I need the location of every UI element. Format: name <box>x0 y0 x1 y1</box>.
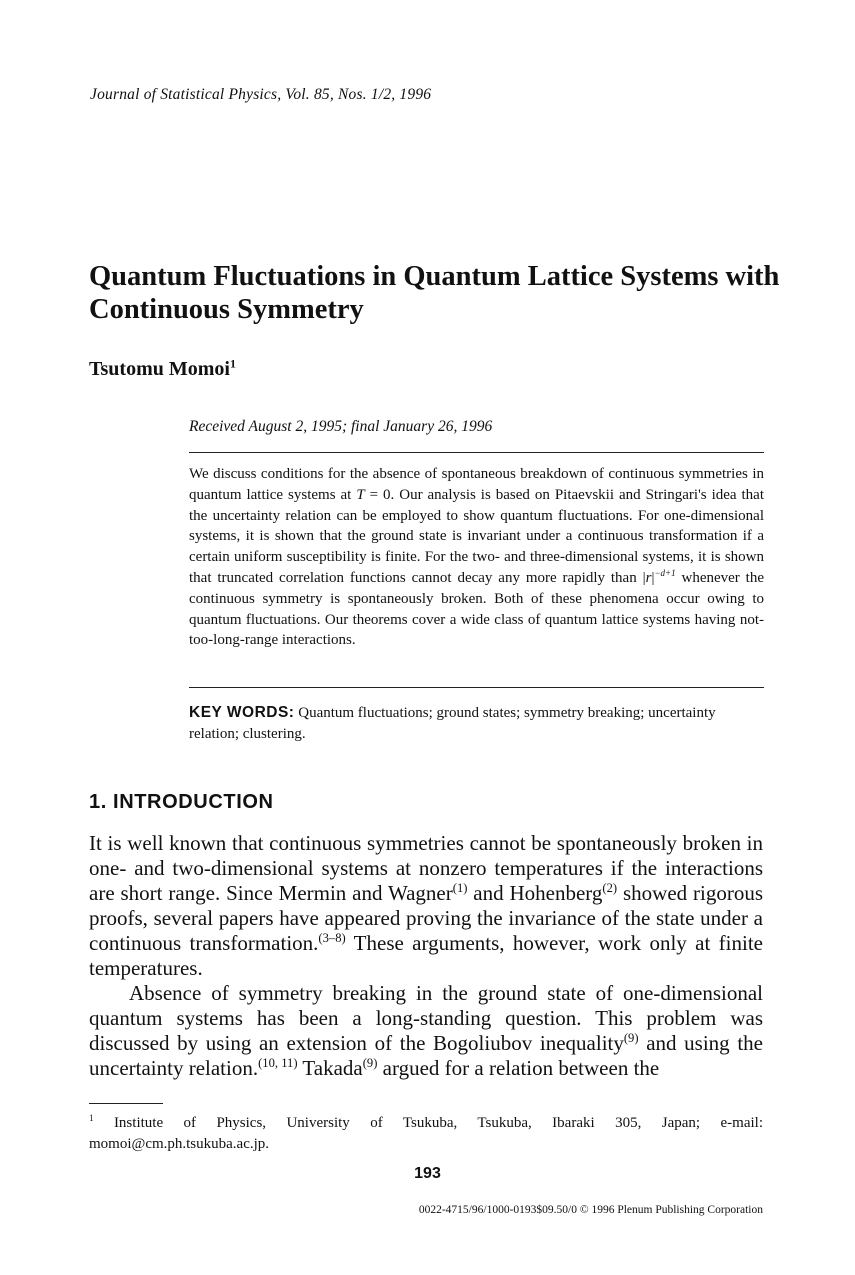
paragraph-2-text-a: Absence of symmetry breaking in the ground state of one-dimensional quantum systems has been a long-standing question. This problem was discussed by using an extension of the Bogoliubov inequality <box>89 981 763 1055</box>
citation-ref[interactable]: (10, 11) <box>258 1056 298 1070</box>
keywords-label: KEY WORDS: <box>189 704 295 721</box>
citation-ref[interactable]: (3–8) <box>318 931 346 945</box>
paragraph-1-text-c: showed rigorous proofs, several papers have appeared proving the invariance of the state under a continuous transformation. <box>89 881 763 955</box>
citation-ref[interactable]: (1) <box>452 881 468 895</box>
paragraph-2-text-c: Takada <box>297 1056 363 1080</box>
paragraph-2-text-b: and using the uncertainty relation. <box>89 1031 763 1080</box>
abstract-var-t: T <box>356 486 365 503</box>
keywords-text: Quantum fluctuations; ground states; symmetry breaking; uncertainty relation; clustering. <box>189 705 716 742</box>
footnote <box>89 1113 763 1154</box>
author-name-text: Tsutomu Momoi <box>89 358 230 380</box>
paragraph-1-text-a: It is well known that continuous symmetries cannot be spontaneously broken in one- and two-dimensional systems at nonzero temperatures if the interactions are short range. Since Mermin and Wagner <box>89 831 763 905</box>
page-number: 193 <box>414 1165 441 1182</box>
author-name <box>89 358 236 381</box>
paragraph-1-text-d: These arguments, however, work only at finite temperatures. <box>89 931 763 980</box>
abstract-text-1: We discuss conditions for the absence of spontaneous breakdown of continuous symmetries in quantum lattice systems at <box>189 466 764 503</box>
abstract-top-rule <box>189 452 764 453</box>
abstract-var-r: r <box>645 569 652 586</box>
section-heading: 1. INTRODUCTION <box>89 791 274 813</box>
abstract-exponent: −d+1 <box>654 567 676 578</box>
abstract-text-3: | <box>651 569 655 586</box>
keywords-block <box>189 703 764 745</box>
paragraph-2 <box>89 981 763 1081</box>
paragraph-1 <box>89 831 763 981</box>
copyright-line: 0022-4715/96/1000-0193$09.50/0 © 1996 Plenum Publishing Corporation <box>418 1204 763 1216</box>
received-dates: Received August 2, 1995; final January 26, 1996 <box>189 418 493 435</box>
paragraph-1-text-b: and Hohenberg <box>467 881 603 905</box>
abstract-text-4: whenever the continuous symmetry is spontaneously broken. Both of these phenomena occur owing to quantum fluctuations. Our theorems cover a wide class of quantum lattice systems having not-too-long-range interactions. <box>189 569 764 649</box>
citation-ref[interactable]: (9) <box>362 1056 378 1070</box>
citation-ref[interactable]: (9) <box>623 1031 639 1045</box>
author-footnote-mark[interactable]: 1 <box>229 356 236 371</box>
abstract <box>189 464 764 651</box>
footnote-rule <box>89 1103 163 1104</box>
body-text <box>89 831 763 1081</box>
footnote-mark: 1 <box>89 1113 94 1123</box>
abstract-bottom-rule <box>189 687 764 688</box>
abstract-text-2: = 0. Our analysis is based on Pitaevskii and Stringari's idea that the uncertainty relation can be employed to show quantum fluctuations. For one-dimensional systems, it is shown that the ground state is invariant under a continuous transformation if a certain uniform susceptibility is finite. For the two- and three-dimensional systems, it is shown that truncated correlation functions cannot decay any more rapidly than | <box>189 486 765 586</box>
article-title: Quantum Fluctuations in Quantum Lattice Systems with Continuous Symmetry <box>89 261 780 325</box>
citation-ref[interactable]: (2) <box>602 881 618 895</box>
journal-citation: Journal of Statistical Physics, Vol. 85, Nos. 1/2, 1996 <box>90 86 432 103</box>
footnote-text: Institute of Physics, University of Tsukuba, Tsukuba, Ibaraki 305, Japan; e-mail: momoi@cm.ph.tsukuba.ac.jp. <box>89 1115 763 1152</box>
paragraph-2-text-d: argued for a relation between the <box>377 1056 660 1080</box>
